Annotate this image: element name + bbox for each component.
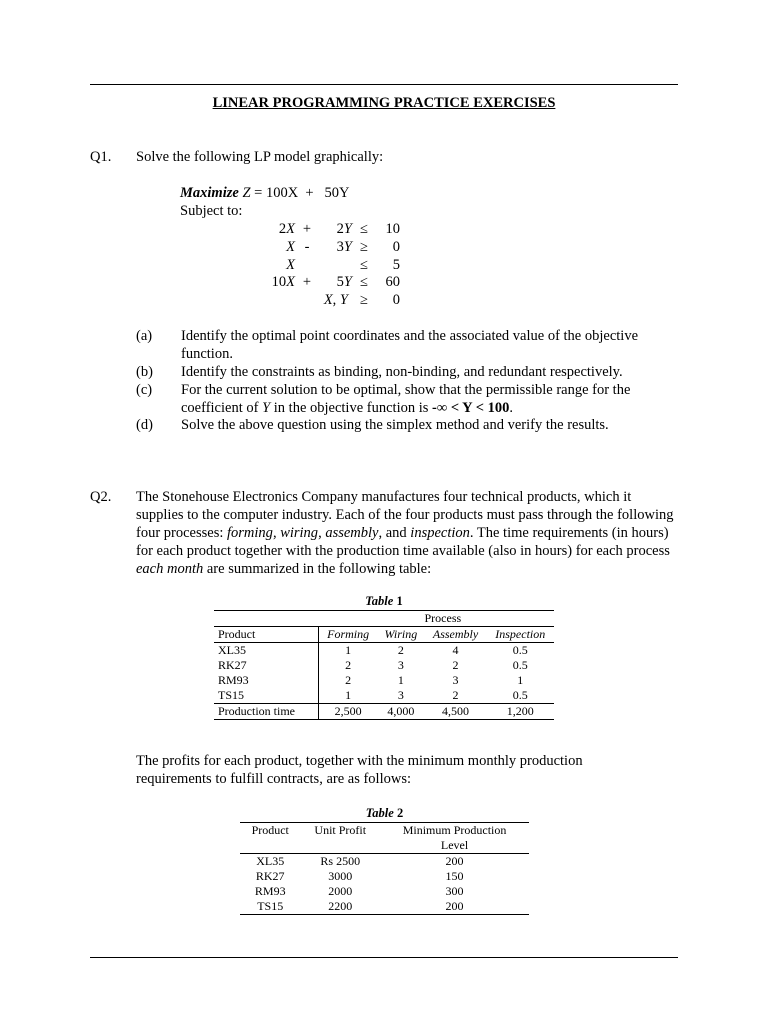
product-header: Product	[214, 627, 319, 643]
objective-lhs: Z	[242, 185, 251, 201]
q2-para1-b: . The time requirements (in hours) for each product together with the production time available (also in hours) for each process	[136, 525, 670, 559]
table-total-row	[214, 704, 554, 720]
q2-paragraph-2: The profits for each product, together with the minimum monthly production requirements to fulfill contracts, are as follows:	[136, 753, 583, 787]
constraint-rhs: 0	[392, 292, 400, 308]
constraint-row	[250, 220, 400, 238]
constraint-t1: 2X	[278, 221, 295, 237]
each-month: each month	[136, 561, 204, 577]
cell: 2	[397, 643, 404, 657]
cell: 2200	[328, 899, 353, 913]
process-header: Process	[424, 611, 462, 625]
part-c-end: .	[509, 400, 513, 416]
cell: 200	[445, 899, 464, 913]
constraint-rel: ≥	[360, 292, 368, 308]
cell: 300	[445, 884, 464, 898]
table-row	[214, 658, 554, 673]
row-product: RK27	[214, 658, 319, 673]
constraint-t2: 3Y	[336, 239, 352, 255]
cell: 3000	[328, 869, 353, 883]
objective-rhs: = 100X + 50Y	[254, 185, 350, 201]
proc-assembly: assembly	[325, 525, 379, 541]
part-d-text: Solve the above question using the simplex method and verify the results.	[181, 417, 609, 433]
cell: 4	[452, 643, 459, 657]
table-1-caption-num: 1	[396, 594, 403, 608]
part-c-mid: in the objective function is	[273, 400, 429, 416]
cell: 1	[397, 673, 404, 687]
col-assembly: Assembly	[432, 627, 479, 641]
page-title: LINEAR PROGRAMMING PRACTICE EXERCISES	[212, 95, 556, 111]
table-2-caption	[240, 804, 529, 822]
cell: 4,500	[442, 704, 470, 718]
proc-wiring: wiring	[280, 525, 319, 541]
q1-intro: Solve the following LP model graphically:	[136, 149, 384, 165]
table-2-caption-num: 2	[396, 806, 404, 820]
cell: 3	[397, 658, 404, 672]
proc-inspection: inspection	[410, 525, 470, 541]
constraint-t1: X	[286, 257, 295, 273]
cell: 2	[452, 688, 459, 702]
cell: 1,200	[506, 704, 534, 718]
row-product: RM93	[214, 673, 319, 688]
col-wiring: Wiring	[384, 627, 418, 641]
constraint-t2: 2Y	[336, 221, 352, 237]
cell: 2	[452, 658, 459, 672]
row-product: TS15	[214, 688, 319, 704]
col-forming: Forming	[327, 627, 370, 641]
table-row	[240, 899, 529, 915]
constraint-t1: X	[286, 239, 295, 255]
cell: 150	[445, 869, 464, 883]
table-1-grid	[214, 610, 554, 720]
cell: 2	[345, 658, 352, 672]
part-a-text: Identify the optimal point coordinates and the associated value of the objective function.	[181, 328, 639, 362]
t2-col-min-line2: Level	[440, 838, 469, 852]
cell: 2000	[328, 884, 353, 898]
q2-para1-c: are summarized in the following table:	[206, 561, 432, 577]
table-row	[240, 884, 529, 899]
table-2-caption-word: Table	[365, 806, 394, 820]
part-b-text: Identify the constraints as binding, non-binding, and redundant respectively.	[181, 364, 623, 380]
t2-col-profit: Unit Profit	[314, 823, 367, 837]
cell: 1	[345, 643, 352, 657]
table-row	[214, 673, 554, 688]
constraint-row	[250, 238, 400, 256]
constraint-row	[250, 291, 400, 309]
constraint-op1: +	[302, 274, 312, 290]
cell: 0.5	[512, 643, 528, 657]
part-c-range: -∞ < Y < 100	[432, 400, 510, 416]
t2-col-product: Product	[251, 823, 289, 837]
part-a-label: (a)	[136, 328, 153, 344]
cell: Rs 2500	[320, 854, 361, 868]
constraint-rel: ≥	[360, 239, 368, 255]
part-c-text	[181, 381, 661, 417]
q1-objective	[180, 184, 349, 202]
cell: RK27	[255, 869, 285, 883]
constraint-op1: -	[304, 239, 310, 255]
table-row	[240, 854, 529, 870]
cell: RM93	[254, 884, 286, 898]
q1-label: Q1.	[90, 149, 112, 165]
constraint-row	[250, 256, 400, 274]
constraint-rhs: 10	[385, 221, 400, 237]
constraint-rhs: 0	[392, 239, 400, 255]
t2-col-min	[380, 823, 529, 854]
cell: 0.5	[512, 658, 528, 672]
cell: 1	[517, 673, 524, 687]
cell: 3	[452, 673, 459, 687]
cell: XL35	[256, 854, 285, 868]
bottom-rule	[90, 957, 678, 958]
part-c-var: Y	[262, 400, 271, 416]
and-word: and	[385, 525, 407, 541]
constraint-rhs: 60	[385, 274, 400, 290]
cell: TS15	[257, 899, 284, 913]
constraint-op1: +	[302, 221, 312, 237]
subject-to: Subject to:	[180, 203, 243, 219]
cell: 0.5	[512, 688, 528, 702]
constraint-rhs: 5	[392, 257, 400, 273]
constraint-t2: X, Y	[323, 292, 348, 308]
cell: 3	[397, 688, 404, 702]
t2-col-min-line1: Minimum Production	[402, 823, 507, 837]
constraint-t1: 10X	[271, 274, 295, 290]
constraint-rel: ≤	[360, 221, 368, 237]
cell: 2	[345, 673, 352, 687]
total-label: Production time	[214, 704, 319, 720]
constraint-row	[250, 273, 400, 291]
table-row	[214, 688, 554, 704]
table-row	[240, 869, 529, 884]
cell: 2,500	[334, 704, 362, 718]
constraint-rel: ≤	[360, 257, 368, 273]
table-1-caption-word: Table	[365, 594, 394, 608]
part-c-pre: For the current solution to be optimal, show that the permissible range for the coefficient of	[181, 382, 631, 416]
row-product: XL35	[214, 643, 319, 659]
q2-paragraph-1: The Stonehouse Electronics Company manufactures four technical products, which it supplies to the computer industry. Each of the four products must pass through the following four processes: forming, wiring, assembly, and inspection. The time requirements (in hours) for each product together with the production time available (also in hours) for each process each month are summarized in the following table:	[136, 489, 674, 577]
col-inspection: Inspection	[495, 627, 546, 641]
cell: 200	[445, 854, 464, 868]
objective-keyword: Maximize	[180, 185, 239, 201]
table-2-grid	[240, 822, 529, 915]
proc-forming: forming	[227, 525, 273, 541]
cell: 1	[345, 688, 352, 702]
table-1-caption	[214, 592, 554, 610]
top-rule	[90, 84, 678, 85]
q2-label: Q2.	[90, 489, 112, 505]
part-c-label: (c)	[136, 382, 153, 398]
table-1	[214, 592, 554, 720]
table-2	[240, 804, 529, 915]
part-b-label: (b)	[136, 364, 153, 380]
table-row	[214, 643, 554, 659]
constraint-rel: ≤	[360, 274, 368, 290]
constraint-t2: 5Y	[336, 274, 352, 290]
cell: 4,000	[387, 704, 415, 718]
part-d-label: (d)	[136, 417, 153, 433]
q2-para1-a: The Stonehouse Electronics Company manufactures four technical products, which it supplies to the computer industry. Each of the four products must pass through the following four processes:	[136, 489, 674, 541]
